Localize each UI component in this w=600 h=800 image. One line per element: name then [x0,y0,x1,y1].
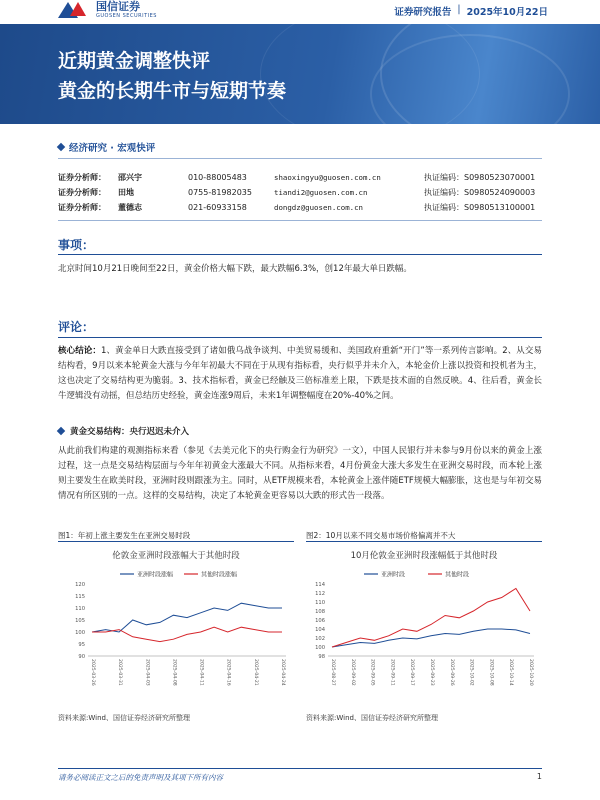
page-number: 1 [536,772,542,781]
x-tick-label: 2025-09-23 [429,659,434,686]
diamond-bullet-icon [57,143,65,151]
y-tick-label: 112 [315,591,325,597]
x-tick-label: 2025-09-02 [349,659,355,686]
core-text: 1、黄金单日大跌直接受到了诸如俄乌战争谈判、中美贸易缓和、美国政府重新“开门”等一系列传言影响。2、从交易结构看，9月以来本轮黄金大涨与今年年初最大不同在于从现有指标看，央行似乎并未介入，本轮金价上涨以投资和投机者为主，这也决定了交易结构更为脆弱。3、技术指标看，黄金已经触及三倍标准差上限，下跌是技术面的自然反映。4、往后看，黄金长牛逻辑没有动摇，但总结历史经验，黄金连涨9周后，未来1年调整幅度在20%-40%之间。 [58,346,542,401]
x-tick-label: 2025-04-21 [252,659,258,686]
figure1-source: 资料来源:Wind、国信证券经济研究所整理 [58,714,190,722]
analyst-name: 田地 [118,188,134,197]
y-tick-label: 105 [75,618,85,624]
guosen-logo [58,0,157,20]
event-text: 北京时间10月21日晚间至22日，黄金价格大幅下跌，最大跌幅6.3%，创12年最大单日跌幅。 [58,264,412,274]
chart-title: 10月伦敦金亚洲时段涨幅低于其他时段 [350,551,498,561]
x-tick-label: 2025-10-08 [488,659,494,686]
series-line [92,603,282,632]
analyst-email[interactable]: tiandi2@guosen.com.cn [274,188,368,197]
analyst-role: 证券分析师： [58,203,106,212]
y-tick-label: 114 [315,582,325,588]
analyst-row [58,170,542,185]
analyst-cert: 执证编码：S0980523070001 [424,173,536,182]
y-tick-label: 120 [75,582,85,588]
meta-separator: | [457,4,461,15]
report-category [58,140,155,154]
legend-label: 亚洲时段涨幅 [137,571,174,579]
figure2-caption: 图2：10月以来不同交易市场价格偏离并不大 [306,531,456,540]
y-tick-label: 108 [315,609,325,615]
x-tick-label: 2025-09-26 [448,659,454,686]
y-tick-label: 98 [318,654,325,660]
event-underline [58,254,542,255]
report-title-line2: 黄金的长期牛市与短期节奏 [58,80,287,102]
logo-en: GUOSEN SECURITIES [96,13,157,19]
category-label: 经济研究 · 宏观快评 [69,143,156,154]
legend-label: 其他时段涨幅 [201,571,238,579]
sub-heading [58,425,189,437]
report-date: 2025年10月22日 [466,7,548,18]
legend-label: 亚洲时段 [381,571,406,579]
title-banner [0,24,600,124]
y-tick-label: 102 [315,636,325,642]
x-tick-label: 2025-10-02 [468,659,474,686]
analyst-row [58,185,542,200]
y-tick-label: 90 [78,654,85,660]
comment-title: 评论： [58,320,95,334]
sub-paragraph: 从此前我们构建的观测指标来看（参见《去美元化下的央行购金行为研究》一文），中国人民银行并未参与9月份以来的黄金上涨过程，这一点是交易结构层面与今年年初黄金大涨最大不同。从指标来看，4月份黄金大涨大多发生在亚洲交易时段，而本轮上涨则主要发生在欧美时段，亚洲时段则跟涨为主。同时，从ETF规模来看，本轮黄金上涨伴随ETF规模大幅膨胀，这也是与年初交易情况有所区别的一点。这样的交易结构，决定了本轮黄金更容易以大跌的形式告一段落。 [58,446,542,501]
analyst-rule [58,220,542,221]
figure2-source: 资料来源:Wind、国信证券经济研究所整理 [306,714,438,722]
analyst-cert: 执证编码：S0980513100001 [424,203,536,212]
y-tick-label: 100 [315,645,325,651]
report-title-line1: 近期黄金调整快评 [58,50,211,72]
x-tick-label: 2025-09-05 [369,659,375,686]
x-tick-label: 2025-04-24 [280,659,285,686]
x-tick-label: 2025-10-14 [508,659,514,686]
core-label: 核心结论： [58,346,101,356]
analyst-row [58,200,542,215]
x-tick-label: 2025-08-27 [330,659,335,686]
figure2-rule [306,541,542,542]
analyst-name: 邵兴宇 [118,173,142,182]
analyst-role: 证券分析师： [58,173,106,182]
figure1-rule [58,541,294,542]
chart-title: 伦敦金亚洲时段涨幅大于其他时段 [112,551,240,561]
y-tick-label: 110 [315,600,325,606]
report-meta [394,4,548,18]
figure1-caption: 图1：年初上涨主要发生在亚洲交易时段 [58,531,191,540]
event-title: 事项： [58,238,95,252]
figure2-chart [306,544,542,704]
category-rule [58,158,542,159]
series-line [332,589,530,648]
logo-cn: 国信证券 [96,0,140,13]
logo-mark-icon [58,0,88,20]
legend-label: 其他时段 [445,571,470,579]
x-tick-label: 2025-03-31 [117,659,123,686]
analyst-email[interactable]: dongdz@guosen.com.cn [274,203,363,212]
analyst-table [58,170,542,215]
comment-underline [58,337,542,338]
diamond-bullet-icon [57,427,65,435]
y-tick-label: 115 [75,594,85,600]
footer-rule [58,768,542,769]
y-tick-label: 95 [78,642,85,648]
analyst-name: 董德志 [118,203,142,212]
x-tick-label: 2025-04-03 [144,659,150,686]
x-tick-label: 2025-04-16 [225,659,231,686]
x-tick-label: 2025-10-20 [528,659,533,686]
x-tick-label: 2025-09-17 [409,659,415,686]
analyst-phone: 010-88005483 [188,173,247,182]
x-tick-label: 2025-04-08 [171,659,177,686]
y-tick-label: 106 [315,618,325,624]
y-tick-label: 104 [315,627,325,633]
sub-heading-text: 黄金交易结构：央行迟迟未介入 [70,427,190,437]
analyst-role: 证券分析师： [58,188,106,197]
footer-disclaimer: 请务必阅读正文之后的免责声明及其项下所有内容 [58,773,223,782]
analyst-phone: 021-60933158 [188,203,247,212]
core-conclusion [58,344,542,404]
x-tick-label: 2025-04-11 [198,659,204,686]
report-type: 证券研究报告 [394,7,452,18]
analyst-cert: 执证编码：S0980524090003 [424,188,536,197]
top-bar [0,0,600,24]
y-tick-label: 110 [75,606,85,612]
analyst-email[interactable]: shaoxingyu@guosen.com.cn [274,173,381,182]
x-tick-label: 2025-09-11 [389,659,395,686]
x-tick-label: 2025-03-26 [90,659,95,686]
y-tick-label: 100 [75,630,85,636]
series-line [92,627,282,641]
analyst-phone: 0755-81982035 [188,188,252,197]
figure1-chart [58,544,294,704]
